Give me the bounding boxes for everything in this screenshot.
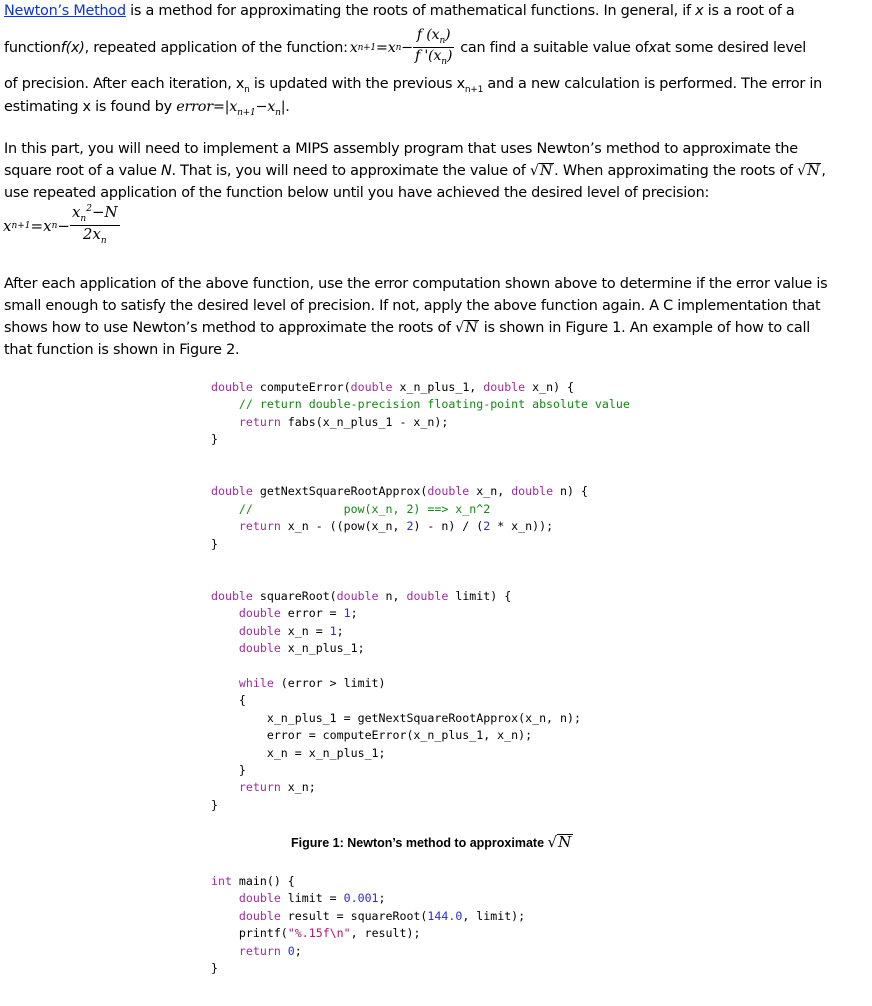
paragraph-intro: Newton’s Method is a method for approximating the roots of mathematical functions. In general, if x is a root of a function f(x) , repeated application of the function: x n+1 =x n − $\frac{f (x_n)}{f '(x_n)}$ can find a suitable value of x at some desired level of precision. After each iteration, $x_n$ is updated with the previous $x_{n+1}$ and a new calculation is performed. The error in estimating x is found by $error=|x_{n+1}-x_n|$. [4, 3, 823, 118]
newtons-method-link[interactable]: Newton’s Method [4, 3, 126, 19]
sqrt-n: √N [455, 320, 478, 336]
code-figure-2: int main() { double limit = 0.001; double result = squareRoot(144.0, limit); printf("%.15f\n", result); return 0; } [211, 874, 526, 976]
code-figure-1: double computeError(double x_n_plus_1, double x_n) { // return double-precision floating-point absolute value return fabs(x_n_plus_1 - x_n); } double getNextSquareRootApprox(double x_n, double n) { // pow(x_n, 2) ==> x_n^2 return x_n - ((pow(x_n, 2) - n) / (2 * x_n)); } double squareRoot(double n, double limit) { double error = 1; double x_n = 1; double x_n_plus_1; while (error > limit) { x_n_plus_1 = getNextSquareRootApprox(x_n, n); error = computeError(x_n_plus_1, x_n); x_n = x_n_plus_1; } return x_n; } [211, 380, 630, 812]
sqrt-n: √N [529, 163, 553, 179]
paragraph-part: In this part, you will need to implement a MIPS assembly program that uses Newton’s method to approximate the square root of a value N. That is, you will need to approximate the value of √N . When approximating the roots of √N , use repeated application of the function below until you have achieved the desired level of precision: [4, 141, 826, 201]
paragraph-after: After each application of the above function, use the error computation shown above to determine if the error value is small enough to satisfy the desired level of precision. If not, apply the above function again. A C implementation that shows how to use Newton’s method to approximate the roots of √N is shown in Figure 1. An example of how to call that function is shown in Figure 2. [4, 276, 828, 358]
sqrt-iteration-formula: x n+1 =x n − $\frac{x_n^2-N}{2x_n}$ [3, 203, 118, 246]
figure-1-caption: Figure 1: Newton’s method to approximate √N [291, 833, 572, 851]
error-formula: $error=|x_{n+1}-x_n|$ [176, 99, 286, 118]
sqrt-n: √N [797, 163, 820, 179]
newton-formula: x n+1 =x n − $\frac{f (x_n)}{f '(x_n)}$ [349, 27, 453, 67]
